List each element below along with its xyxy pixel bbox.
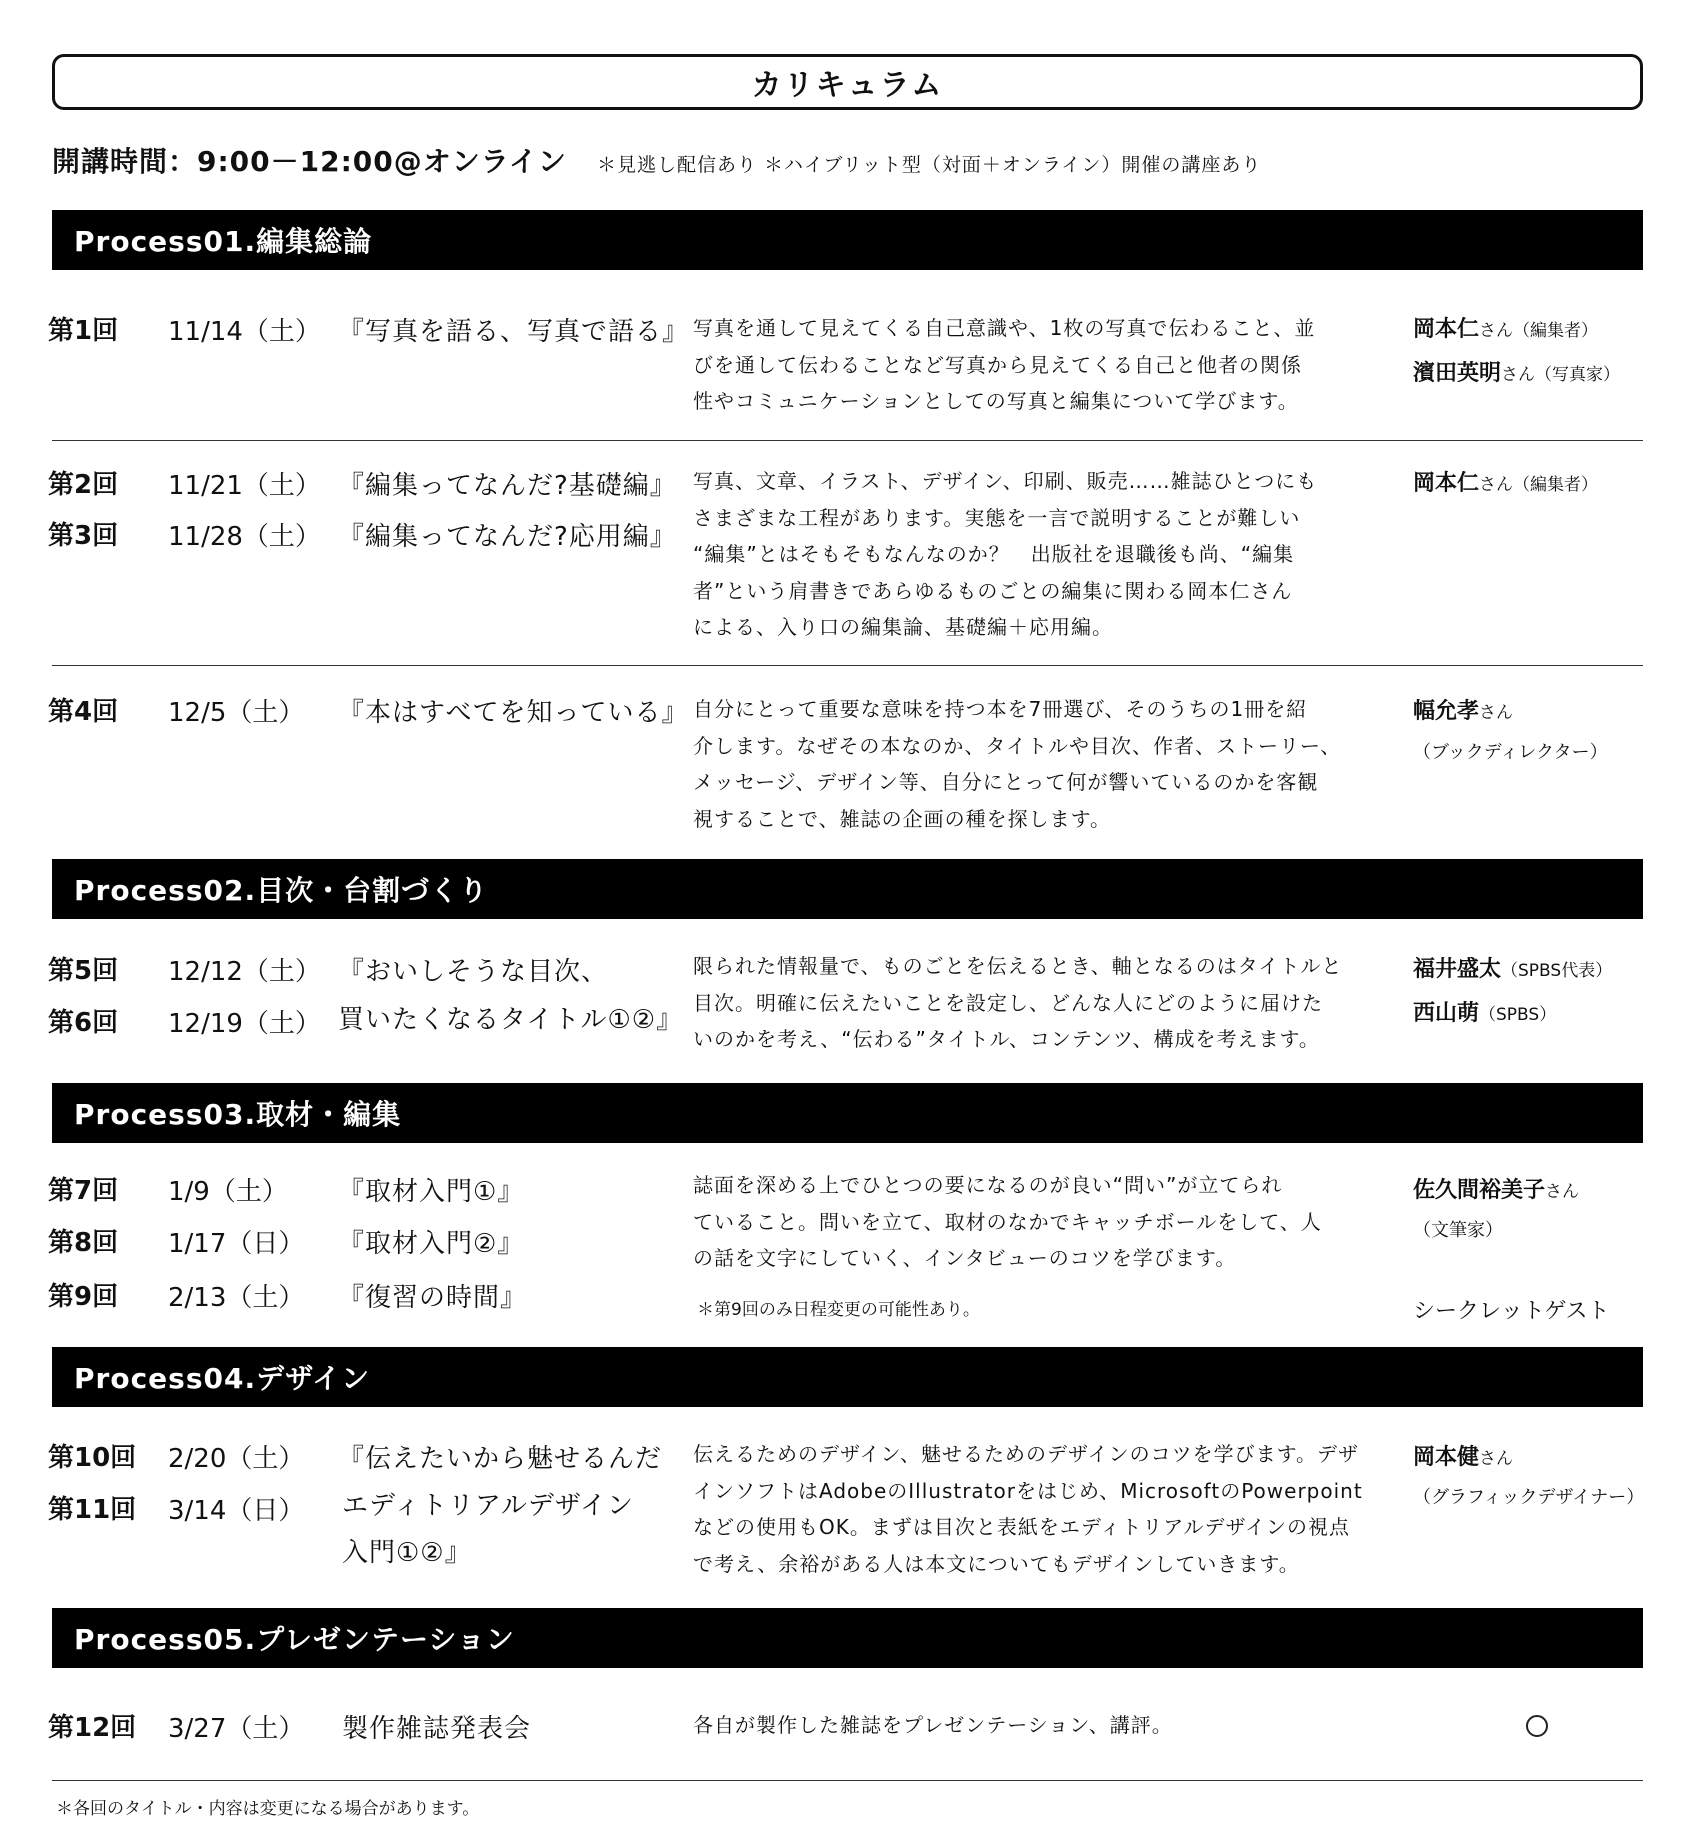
session-title: 製作雑誌発表会 — [342, 1714, 532, 1744]
session-date: 11/14（土） — [168, 317, 321, 347]
session-title: 『写真を語る、写真で語る』 — [338, 317, 690, 347]
session-description: 限られた情報量で、ものごとを伝えるとき、軸となるのはタイトルと 目次。明確に伝えたいことを設定し、どんな人にどのように届けた いのかを考え、“伝わる”タイトル、コンテンツ、構成を考えます。 — [693, 954, 1343, 1051]
schedule-note: ＊第9回のみ日程変更の可能性あり。 — [697, 1300, 980, 1320]
curriculum-title: カリキュラム — [52, 54, 1643, 110]
process-header-05: Process05.プレゼンテーション — [52, 1608, 1643, 1668]
session-number: 第5回 — [48, 956, 119, 986]
session-title: 『取材入門①』 — [338, 1177, 525, 1207]
session-number: 第12回 — [48, 1713, 137, 1743]
session-title: 『取材入門②』 — [338, 1229, 525, 1259]
session-date: 11/28（土） — [168, 522, 321, 552]
process-header-04: Process04.デザイン — [52, 1347, 1643, 1407]
session-number: 第10回 — [48, 1443, 137, 1473]
lecturer: 岡本仁さん（編集者） — [1413, 317, 1599, 342]
session-title: 『編集ってなんだ?応用編』 — [338, 522, 677, 552]
session-description: 各自が製作した雑誌をプレゼンテーション、講評。 — [693, 1713, 1173, 1737]
lecturer-role: （ブックディレクター） — [1413, 742, 1608, 763]
hours-note: ＊見逃し配信あり ＊ハイブリット型（対面＋オンライン）開催の講座あり — [596, 154, 1262, 176]
session-number: 第11回 — [48, 1495, 137, 1525]
session-date: 11/21（土） — [168, 471, 321, 501]
session-date: 2/20（土） — [168, 1444, 305, 1474]
lecturer: 岡本健さん — [1413, 1445, 1514, 1470]
session-description: 誌面を深める上でひとつの要になるのが良い“問い”が立てられ ていること。問いを立て、取材のなかでキャッチボールをして、人 の話を文字にしていく、インタビューのコツを学びます。 — [693, 1173, 1322, 1270]
process-header-03: Process03.取材・編集 — [52, 1083, 1643, 1143]
session-title: エディトリアルデザイン — [342, 1491, 635, 1521]
session-title: 買いたくなるタイトル①②』 — [338, 1005, 684, 1035]
divider — [52, 440, 1643, 441]
session-title: 『編集ってなんだ?基礎編』 — [338, 471, 677, 501]
session-number: 第1回 — [48, 316, 119, 346]
lecturer: 幅允孝さん — [1413, 699, 1514, 724]
hours-main: 開講時間：9:00－12:00@オンライン — [52, 145, 567, 178]
session-number: 第2回 — [48, 470, 119, 500]
session-date: 2/13（土） — [168, 1283, 305, 1313]
session-date: 3/14（日） — [168, 1496, 305, 1526]
session-number: 第3回 — [48, 521, 119, 551]
session-number: 第7回 — [48, 1176, 119, 1206]
session-date: 12/5（土） — [168, 698, 305, 728]
session-description: 自分にとって重要な意味を持つ本を7冊選び、そのうちの1冊を紹 介します。なぜその本なのか、タイトルや目次、作者、ストーリー、 メッセージ、デザイン等、自分にとって何が響いているのかを客観 視することで、雑誌の企画の種を探します。 — [693, 697, 1342, 831]
session-date: 3/27（土） — [168, 1714, 305, 1744]
session-number: 第4回 — [48, 697, 119, 727]
secret-guest: シークレットゲスト — [1413, 1299, 1610, 1324]
lecturer-circle-mark — [1526, 1715, 1548, 1737]
session-number: 第9回 — [48, 1282, 119, 1312]
session-title: 『おいしそうな目次、 — [338, 957, 609, 987]
divider — [52, 1780, 1643, 1781]
session-title: 入門①②』 — [342, 1538, 472, 1568]
session-date: 12/19（土） — [168, 1009, 321, 1039]
lecturer: 福井盛太（SPBS代表） — [1413, 957, 1613, 982]
lecturer: 西山萌（SPBS） — [1413, 1001, 1557, 1026]
session-date: 1/17（日） — [168, 1229, 305, 1259]
session-date: 12/12（土） — [168, 957, 321, 987]
session-number: 第8回 — [48, 1228, 119, 1258]
session-title: 『復習の時間』 — [338, 1283, 528, 1313]
process-header-02: Process02.目次・台割づくり — [52, 859, 1643, 919]
lecturer: 岡本仁さん（編集者） — [1413, 471, 1599, 496]
lecturer-role: （文筆家） — [1413, 1220, 1503, 1241]
session-description: 写真を通して見えてくる自己意識や、1枚の写真で伝わること、並 びを通して伝わることなど写真から見えてくる自己と他者の関係 性やコミュニケーションとしての写真と編集について学びます。 — [693, 316, 1316, 413]
session-description: 写真、文章、イラスト、デザイン、印刷、販売……雑誌ひとつにも さまざまな工程があります。実態を一言で説明することが難しい “編集”とはそもそもなんなのか？ 出版社を退職後も尚、“編集 者”という肩書きであらゆるものごとの編集に関わる岡本仁さん による、入り口の編集論、基礎編＋応用編。 — [693, 469, 1318, 639]
divider — [52, 665, 1643, 666]
session-number: 第6回 — [48, 1008, 119, 1038]
session-title: 『伝えたいから魅せるんだ — [338, 1444, 663, 1474]
lecturer: 濱田英明さん（写真家） — [1413, 361, 1621, 386]
session-title: 『本はすべてを知っている』 — [338, 698, 689, 728]
process-header-01: Process01.編集総論 — [52, 210, 1643, 270]
footnote: ＊各回のタイトル・内容は変更になる場合があります。 — [56, 1799, 480, 1819]
lecturer-role: （グラフィックデザイナー） — [1413, 1487, 1645, 1508]
lecturer: 佐久間裕美子さん — [1413, 1178, 1580, 1203]
session-date: 1/9（土） — [168, 1177, 288, 1207]
hours-line — [52, 140, 1261, 180]
session-description: 伝えるためのデザイン、魅せるためのデザインのコツを学びます。デザ インソフトはAdobeのIllustratorをはじめ、MicrosoftのPowerpoint などの使用もOK。まずは目次と表紙をエディトリアルデザインの視点 で考え、余裕がある人は本文についてもデザインしていきます。 — [693, 1442, 1363, 1576]
